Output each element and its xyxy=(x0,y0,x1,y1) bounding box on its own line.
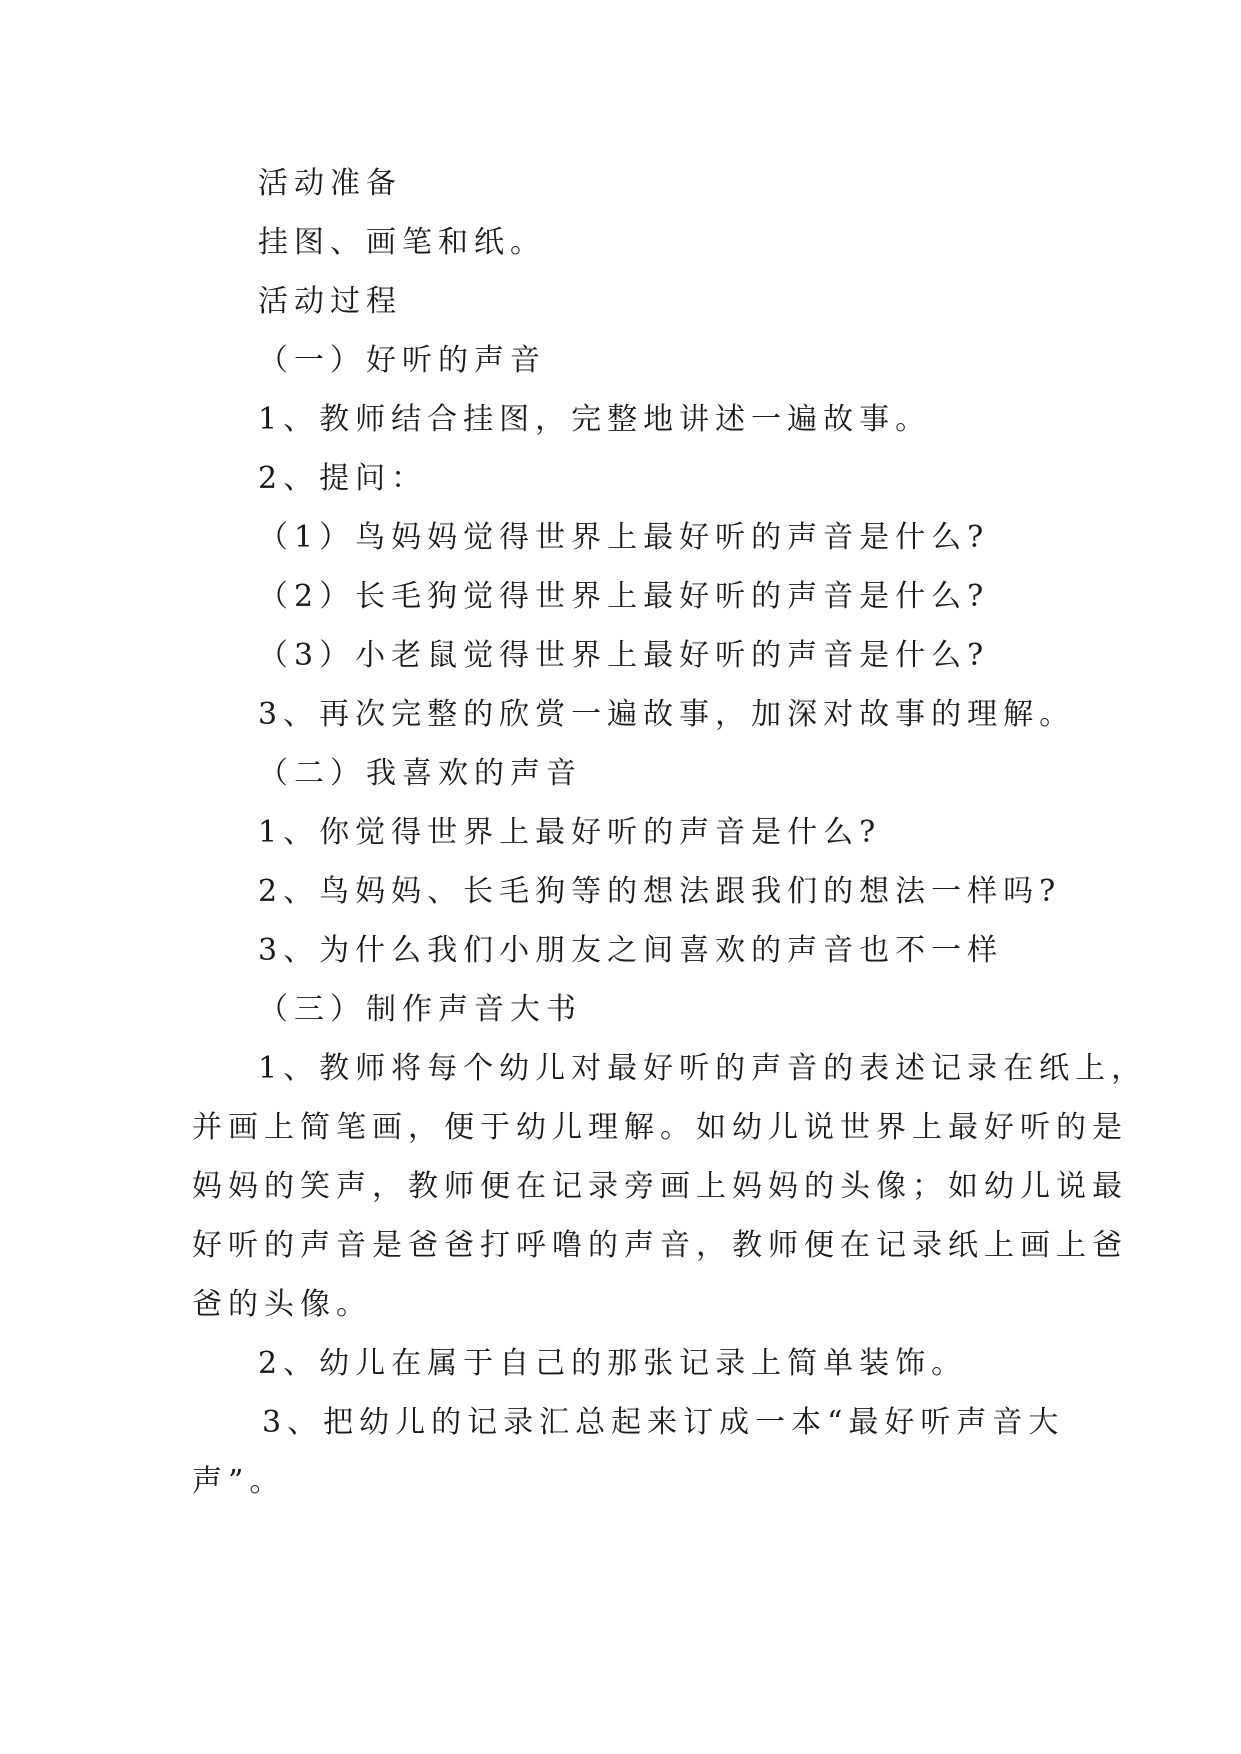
paragraph-line: 并画上简笔画，便于幼儿理解。如幼儿说世界上最好听的是 xyxy=(192,1110,1128,1145)
paragraph-line: 妈妈的笑声，教师便在记录旁画上妈妈的头像；如幼儿说最 xyxy=(192,1169,1128,1204)
list-item: 1、教师结合挂图，完整地讲述一遍故事。 xyxy=(258,402,932,437)
list-item: 2、幼儿在属于自己的那张记录上简单装饰。 xyxy=(258,1346,968,1381)
paragraph-line: 1、教师将每个幼儿对最好听的声音的表述记录在纸上， xyxy=(258,1051,1148,1086)
paragraph-line: 声”。 xyxy=(192,1464,286,1499)
list-item: 2、鸟妈妈、长毛狗等的想法跟我们的想法一样吗? xyxy=(258,874,1062,909)
sub-list-item: （2）长毛狗觉得世界上最好听的声音是什么? xyxy=(258,579,990,614)
list-item: 3、再次完整的欣赏一遍故事，加深对故事的理解。 xyxy=(258,697,1076,732)
list-item: 2、提问： xyxy=(258,461,428,496)
section-heading-3: （三）制作声音大书 xyxy=(258,992,582,1027)
paragraph-materials: 挂图、画笔和纸。 xyxy=(258,225,546,260)
heading-activity-preparation: 活动准备 xyxy=(258,166,402,201)
paragraph-line: 好听的声音是爸爸打呼噜的声音，教师便在记录纸上画上爸 xyxy=(192,1228,1128,1263)
heading-activity-process: 活动过程 xyxy=(258,284,402,319)
section-heading-1: （一）好听的声音 xyxy=(258,343,546,378)
list-item: 3、为什么我们小朋友之间喜欢的声音也不一样 xyxy=(258,933,1004,968)
paragraph-line: 爸的头像。 xyxy=(192,1287,372,1322)
paragraph-line: 3、把幼儿的记录汇总起来订成一本“最好听声音大 xyxy=(262,1405,1065,1440)
sub-list-item: （3）小老鼠觉得世界上最好听的声音是什么? xyxy=(258,638,990,673)
list-item: 1、你觉得世界上最好听的声音是什么? xyxy=(258,815,882,850)
sub-list-item: （1）鸟妈妈觉得世界上最好听的声音是什么? xyxy=(258,520,990,555)
section-heading-2: （二）我喜欢的声音 xyxy=(258,756,582,791)
